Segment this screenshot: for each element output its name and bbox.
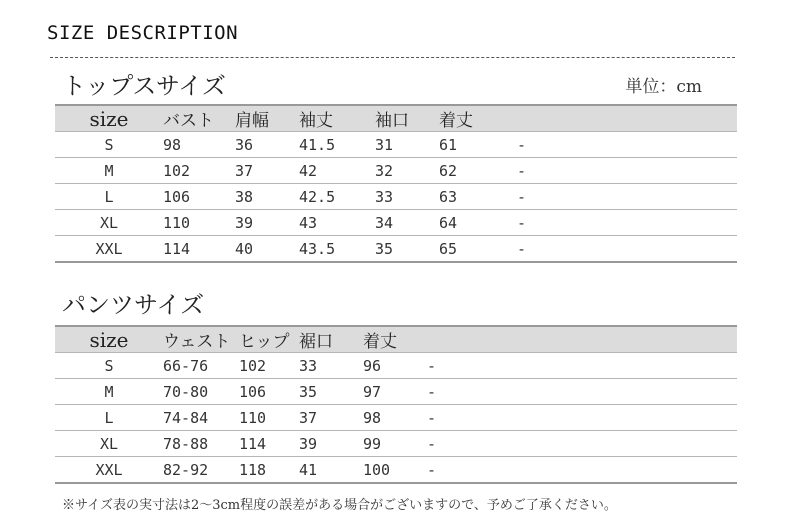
value-cell: 36 [235, 132, 299, 158]
dashed-divider [50, 57, 735, 58]
value-cell: - [427, 379, 737, 405]
table-row [55, 457, 737, 484]
value-cell: 37 [299, 405, 363, 431]
pants-header-cell: 着丈 [363, 326, 427, 353]
value-cell: 39 [235, 210, 299, 236]
size-cell: XL [55, 431, 163, 457]
value-cell: 74-84 [163, 405, 239, 431]
value-cell: 118 [239, 457, 299, 484]
value-cell: - [517, 184, 737, 210]
tops-header-cell [517, 105, 737, 132]
value-cell: 38 [235, 184, 299, 210]
value-cell: - [427, 431, 737, 457]
value-cell: 110 [163, 210, 235, 236]
value-cell: 106 [163, 184, 235, 210]
value-cell: 98 [363, 405, 427, 431]
size-cell: M [55, 158, 163, 184]
page-heading: SIZE DESCRIPTION [47, 22, 239, 44]
value-cell: 43.5 [299, 236, 375, 263]
value-cell: 114 [239, 431, 299, 457]
value-cell: 33 [375, 184, 439, 210]
value-cell: 31 [375, 132, 439, 158]
value-cell: - [517, 132, 737, 158]
value-cell: 99 [363, 431, 427, 457]
value-cell: 41.5 [299, 132, 375, 158]
table-row [55, 236, 737, 263]
table-row [55, 379, 737, 405]
table-row [55, 184, 737, 210]
value-cell: - [427, 353, 737, 379]
value-cell: - [517, 210, 737, 236]
value-cell: 96 [363, 353, 427, 379]
value-cell: 102 [239, 353, 299, 379]
table-row [55, 353, 737, 379]
value-cell: 110 [239, 405, 299, 431]
pants-header-cell: ヒップ [239, 326, 299, 353]
pants-title: パンツサイズ [62, 291, 205, 319]
tops-header-cell: 肩幅 [235, 105, 299, 132]
value-cell: - [427, 457, 737, 484]
value-cell: 40 [235, 236, 299, 263]
pants-header-row [55, 326, 737, 353]
value-cell: 33 [299, 353, 363, 379]
pants-header-cell: size [55, 326, 163, 353]
table-row [55, 158, 737, 184]
value-cell: 66-76 [163, 353, 239, 379]
tops-header-cell: 袖口 [375, 105, 439, 132]
tops-size-table [55, 104, 737, 263]
size-note: ※サイズ表の実寸法は2～3cm程度の誤差がある場合がございますので、予めご了承ください。 [62, 498, 617, 513]
size-cell: S [55, 353, 163, 379]
value-cell: 42 [299, 158, 375, 184]
size-cell: L [55, 405, 163, 431]
value-cell: 64 [439, 210, 517, 236]
value-cell: - [517, 158, 737, 184]
size-cell: S [55, 132, 163, 158]
value-cell: 65 [439, 236, 517, 263]
value-cell: 35 [375, 236, 439, 263]
size-cell: M [55, 379, 163, 405]
value-cell: 37 [235, 158, 299, 184]
value-cell: 70-80 [163, 379, 239, 405]
unit-label: 単位：cm [625, 77, 702, 97]
value-cell: 63 [439, 184, 517, 210]
pants-header-cell: 裾口 [299, 326, 363, 353]
tops-header-cell: 着丈 [439, 105, 517, 132]
value-cell: - [427, 405, 737, 431]
value-cell: 61 [439, 132, 517, 158]
table-row [55, 405, 737, 431]
pants-header-cell [427, 326, 737, 353]
value-cell: 34 [375, 210, 439, 236]
value-cell: 32 [375, 158, 439, 184]
value-cell: 35 [299, 379, 363, 405]
value-cell: 98 [163, 132, 235, 158]
tops-header-cell: バスト [163, 105, 235, 132]
value-cell: 106 [239, 379, 299, 405]
tops-title: トップスサイズ [62, 72, 226, 100]
table-row [55, 210, 737, 236]
size-cell: L [55, 184, 163, 210]
value-cell: - [517, 236, 737, 263]
value-cell: 62 [439, 158, 517, 184]
table-row [55, 431, 737, 457]
value-cell: 42.5 [299, 184, 375, 210]
value-cell: 97 [363, 379, 427, 405]
tops-header-cell: size [55, 105, 163, 132]
value-cell: 100 [363, 457, 427, 484]
value-cell: 114 [163, 236, 235, 263]
pants-header-cell: ウェスト [163, 326, 239, 353]
value-cell: 82-92 [163, 457, 239, 484]
value-cell: 43 [299, 210, 375, 236]
size-cell: XXL [55, 457, 163, 484]
table-row [55, 132, 737, 158]
value-cell: 39 [299, 431, 363, 457]
tops-header-row [55, 105, 737, 132]
value-cell: 41 [299, 457, 363, 484]
size-cell: XXL [55, 236, 163, 263]
value-cell: 78-88 [163, 431, 239, 457]
tops-header-cell: 袖丈 [299, 105, 375, 132]
size-cell: XL [55, 210, 163, 236]
pants-size-table [55, 325, 737, 484]
value-cell: 102 [163, 158, 235, 184]
